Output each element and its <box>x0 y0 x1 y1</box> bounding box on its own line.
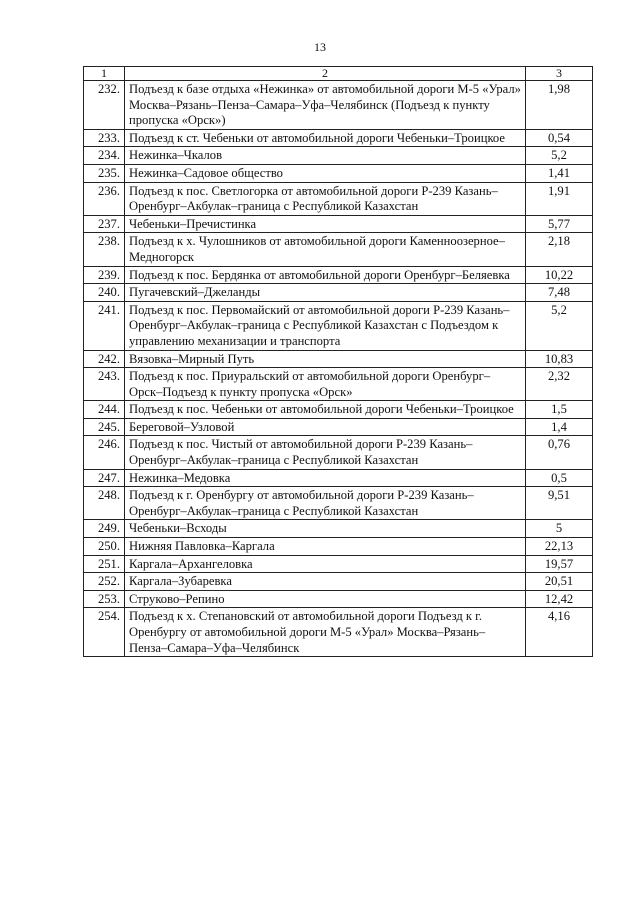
road-length: 1,41 <box>526 164 593 182</box>
table-row <box>84 401 593 419</box>
table-row <box>84 487 593 520</box>
road-name: Подъезд к х. Степановский от автомобильной дороги Подъезд к г. Оренбургу от автомобильной дороги М-5 «Урал» Москва–Рязань–Пенза–Самара–Уфа–Челябинск <box>125 608 526 657</box>
table-row <box>84 81 593 130</box>
row-number: 253. <box>84 590 125 608</box>
road-length: 7,48 <box>526 284 593 302</box>
row-number: 235. <box>84 164 125 182</box>
road-length: 5,2 <box>526 147 593 165</box>
table-row <box>84 469 593 487</box>
road-name: Струково–Репино <box>125 590 526 608</box>
table-row <box>84 164 593 182</box>
table-row <box>84 555 593 573</box>
road-name: Пугачевский–Джеланды <box>125 284 526 302</box>
row-number: 240. <box>84 284 125 302</box>
road-name: Береговой–Узловой <box>125 418 526 436</box>
road-length: 1,4 <box>526 418 593 436</box>
road-length: 22,13 <box>526 538 593 556</box>
road-length: 0,5 <box>526 469 593 487</box>
table-row <box>84 368 593 401</box>
table-row <box>84 520 593 538</box>
road-length: 2,32 <box>526 368 593 401</box>
road-length: 5,2 <box>526 301 593 350</box>
road-length: 1,91 <box>526 182 593 215</box>
row-number: 249. <box>84 520 125 538</box>
row-number: 236. <box>84 182 125 215</box>
row-number: 232. <box>84 81 125 130</box>
road-name: Каргала–Архангеловка <box>125 555 526 573</box>
road-length: 2,18 <box>526 233 593 266</box>
table-row <box>84 215 593 233</box>
table-row <box>84 573 593 591</box>
row-number: 254. <box>84 608 125 657</box>
road-length: 20,51 <box>526 573 593 591</box>
road-length: 5 <box>526 520 593 538</box>
road-name: Вязовка–Мирный Путь <box>125 350 526 368</box>
page-number: 13 <box>314 40 326 54</box>
road-name: Нижняя Павловка–Каргала <box>125 538 526 556</box>
header-col-3: 3 <box>526 67 593 81</box>
road-name: Подъезд к ст. Чебеньки от автомобильной дороги Чебеньки–Троицкое <box>125 129 526 147</box>
table-row <box>84 608 593 657</box>
road-name: Подъезд к пос. Чебеньки от автомобильной дороги Чебеньки–Троицкое <box>125 401 526 419</box>
road-length: 1,98 <box>526 81 593 130</box>
table-row <box>84 147 593 165</box>
road-name: Нежинка–Чкалов <box>125 147 526 165</box>
road-length: 9,51 <box>526 487 593 520</box>
table-row <box>84 538 593 556</box>
header-col-2: 2 <box>125 67 526 81</box>
row-number: 251. <box>84 555 125 573</box>
road-name: Подъезд к базе отдыха «Нежинка» от автомобильной дороги М-5 «Урал» Москва–Рязань–Пенза–Самара–Уфа–Челябинск (Подъезд к пункту пропуска «Орск») <box>125 81 526 130</box>
row-number: 248. <box>84 487 125 520</box>
header-col-1: 1 <box>84 67 125 81</box>
table-row <box>84 350 593 368</box>
table-row <box>84 182 593 215</box>
road-name: Нежинка–Медовка <box>125 469 526 487</box>
road-name: Подъезд к пос. Бердянка от автомобильной дороги Оренбург–Беляевка <box>125 266 526 284</box>
table-row <box>84 129 593 147</box>
table-row <box>84 266 593 284</box>
road-length: 0,54 <box>526 129 593 147</box>
road-length: 0,76 <box>526 436 593 469</box>
road-length: 10,83 <box>526 350 593 368</box>
row-number: 233. <box>84 129 125 147</box>
road-name: Каргала–Зубаревка <box>125 573 526 591</box>
roads-table-body <box>84 67 593 657</box>
road-name: Подъезд к пос. Первомайский от автомобильной дороги Р-239 Казань–Оренбург–Акбулак–граница с Республикой Казахстан с Подъездом к управлению механизации и транспорта <box>125 301 526 350</box>
table-header-row <box>84 67 593 81</box>
road-name: Подъезд к пос. Приуральский от автомобильной дороги Оренбург–Орск–Подъезд к пункту пропуска «Орск» <box>125 368 526 401</box>
road-name: Нежинка–Садовое общество <box>125 164 526 182</box>
road-name: Подъезд к пос. Чистый от автомобильной дороги Р-239 Казань–Оренбург–Акбулак–граница с Республикой Казахстан <box>125 436 526 469</box>
road-length: 4,16 <box>526 608 593 657</box>
table-row <box>84 233 593 266</box>
row-number: 246. <box>84 436 125 469</box>
road-length: 5,77 <box>526 215 593 233</box>
road-name: Подъезд к г. Оренбургу от автомобильной дороги Р-239 Казань–Оренбург–Акбулак–граница с Республикой Казахстан <box>125 487 526 520</box>
road-length: 10,22 <box>526 266 593 284</box>
row-number: 242. <box>84 350 125 368</box>
road-name: Подъезд к пос. Светлогорка от автомобильной дороги Р-239 Казань–Оренбург–Акбулак–граница с Республикой Казахстан <box>125 182 526 215</box>
road-name: Чебеньки–Всходы <box>125 520 526 538</box>
table-row <box>84 436 593 469</box>
row-number: 241. <box>84 301 125 350</box>
road-length: 1,5 <box>526 401 593 419</box>
row-number: 243. <box>84 368 125 401</box>
row-number: 247. <box>84 469 125 487</box>
row-number: 234. <box>84 147 125 165</box>
row-number: 237. <box>84 215 125 233</box>
row-number: 250. <box>84 538 125 556</box>
road-length: 19,57 <box>526 555 593 573</box>
road-name: Подъезд к х. Чулошников от автомобильной дороги Каменноозерное–Медногорск <box>125 233 526 266</box>
table-row <box>84 284 593 302</box>
table-row <box>84 590 593 608</box>
row-number: 238. <box>84 233 125 266</box>
table-row <box>84 418 593 436</box>
row-number: 245. <box>84 418 125 436</box>
row-number: 239. <box>84 266 125 284</box>
table-row <box>84 301 593 350</box>
row-number: 244. <box>84 401 125 419</box>
row-number: 252. <box>84 573 125 591</box>
road-name: Чебеньки–Пречистинка <box>125 215 526 233</box>
roads-table <box>83 66 593 657</box>
road-length: 12,42 <box>526 590 593 608</box>
